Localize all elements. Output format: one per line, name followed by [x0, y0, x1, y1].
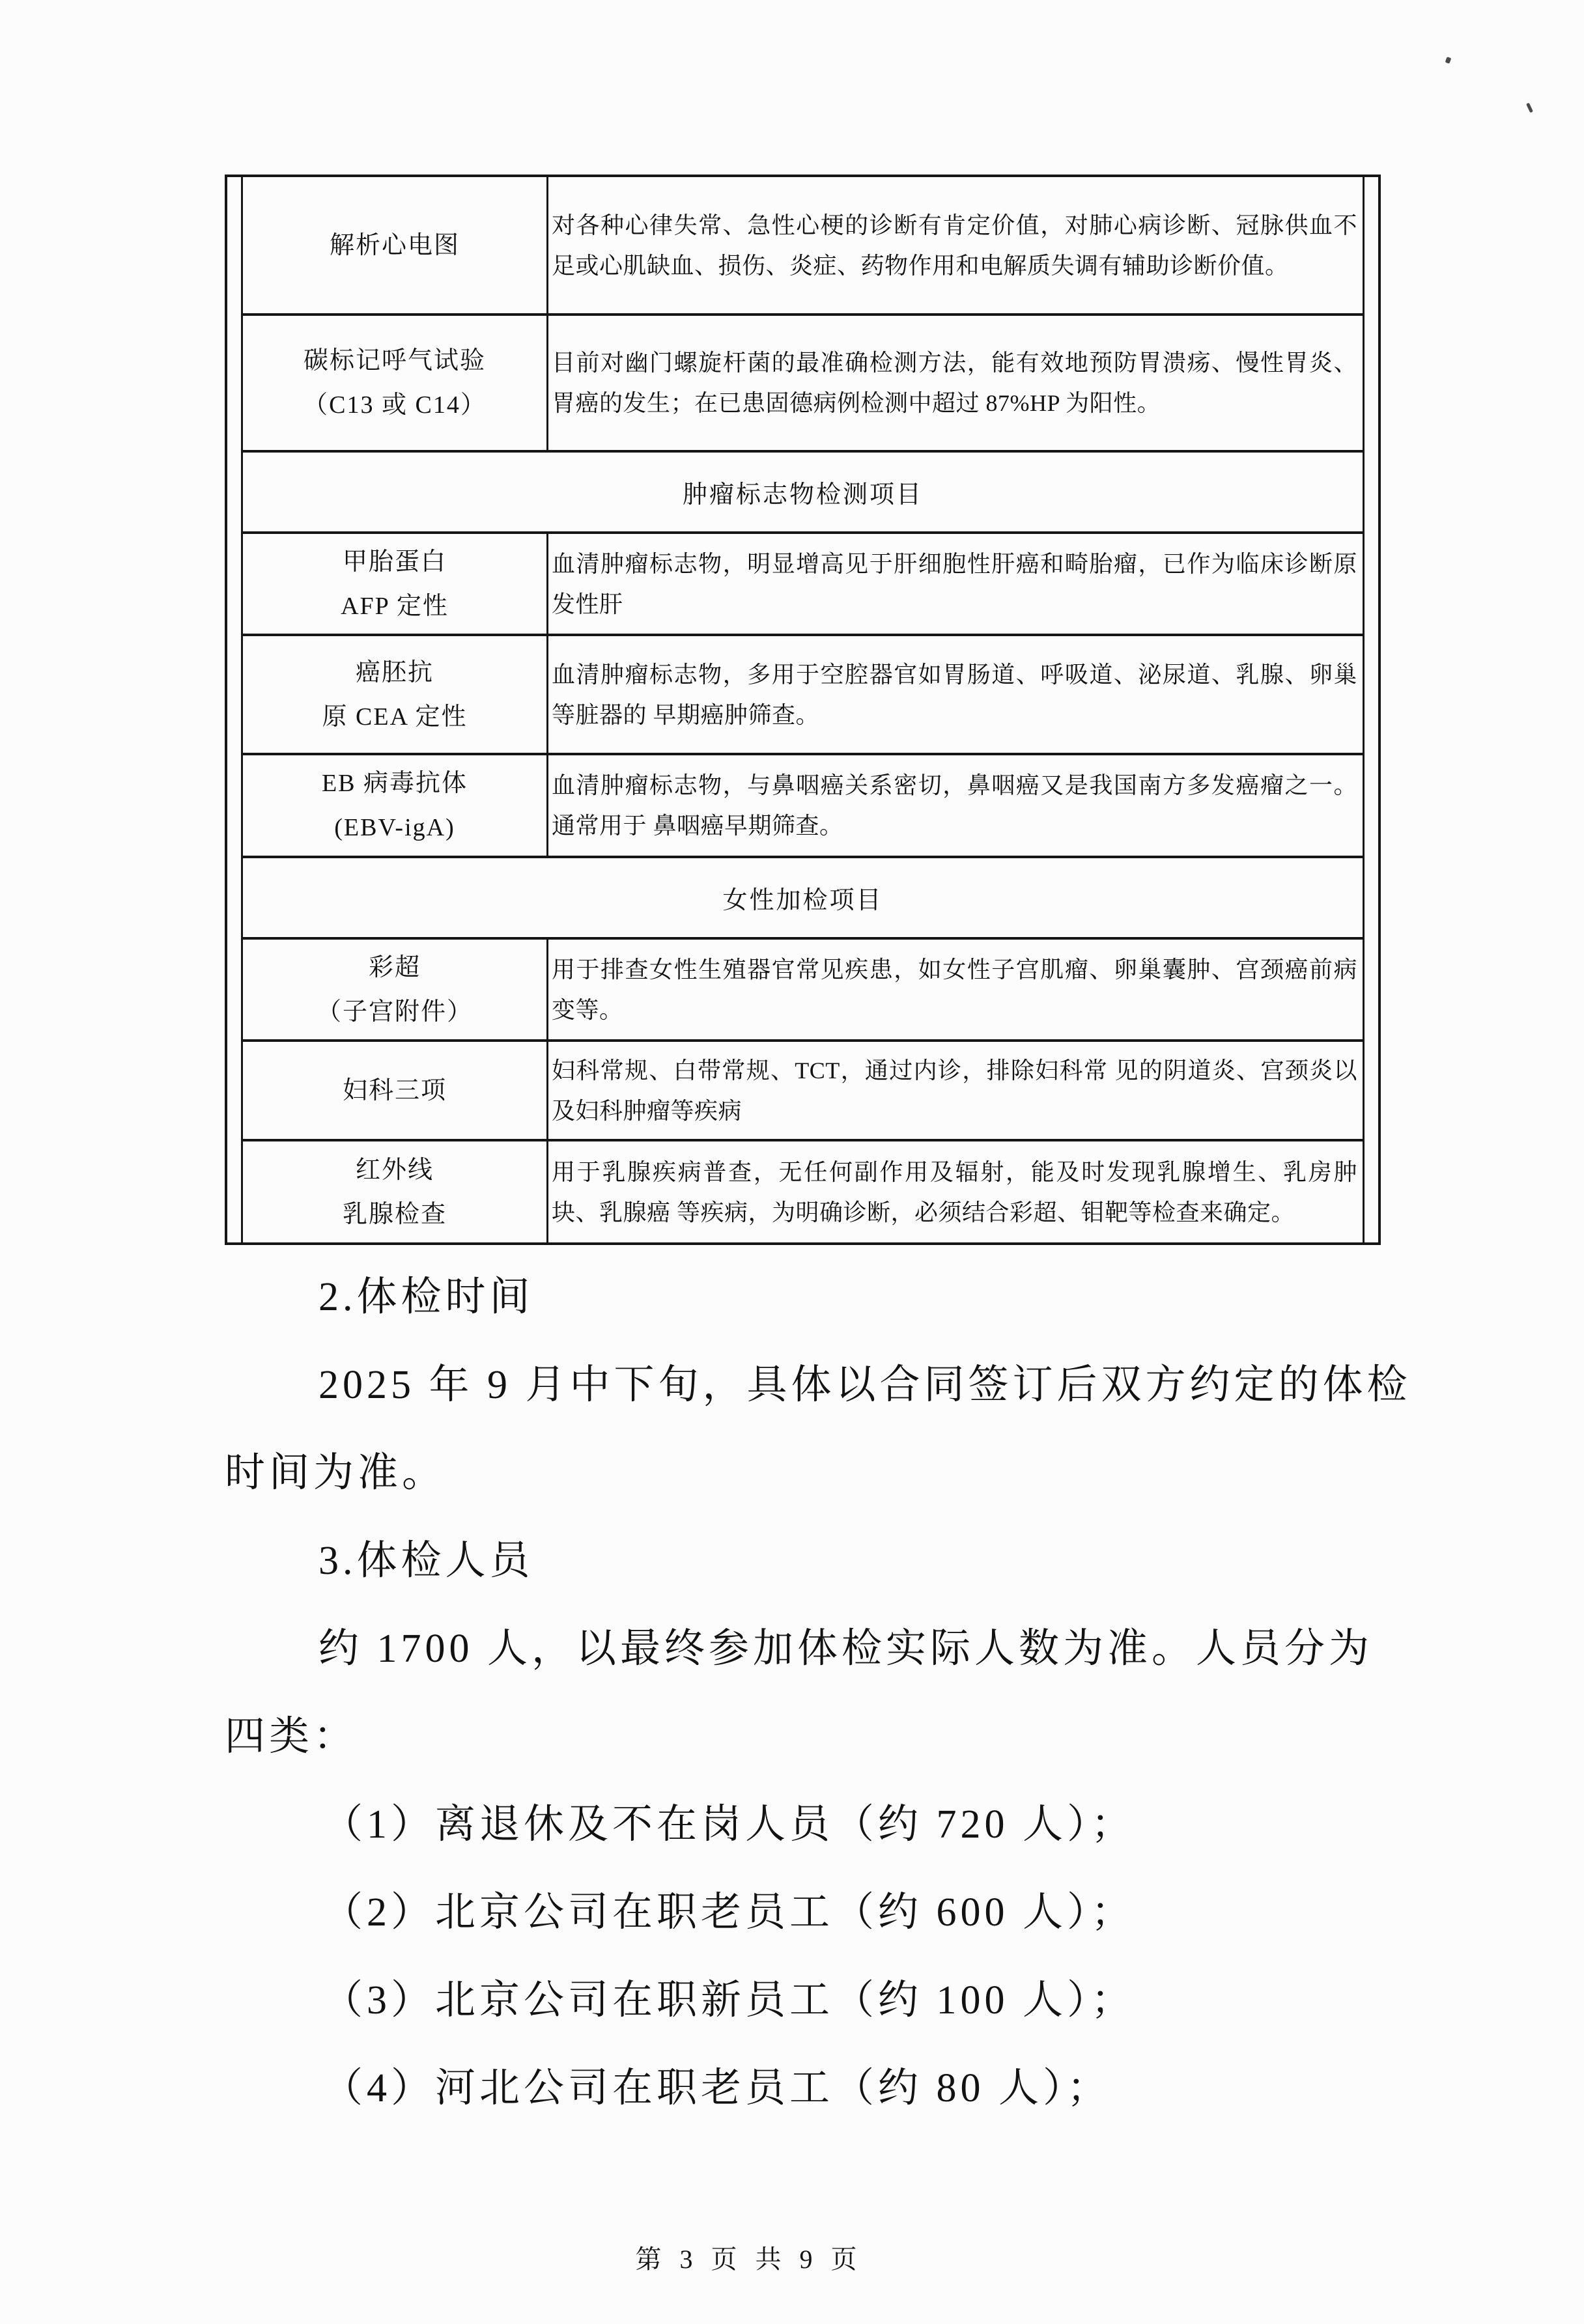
item-desc: 血清肿瘤标志物，与鼻咽癌关系密切，鼻咽癌又是我国南方多发癌瘤之一。通常用于 鼻咽癌早期筛查。 — [552, 772, 1357, 839]
item-name-cell — [243, 1141, 548, 1242]
item-name: 碳标记呼气试验 — [303, 347, 486, 374]
list-item-1: （1）离退休及不在岗人员（约 720 人）； — [322, 1802, 1136, 1847]
item-name-cell — [243, 940, 548, 1039]
item-desc-cell — [548, 636, 1363, 753]
table-row — [243, 940, 1363, 1042]
table-row — [243, 1141, 1363, 1242]
paragraph-line: 时间为准。 — [225, 1451, 447, 1495]
list-item-4: （4）河北公司在职老员工（约 80 人）； — [322, 2066, 1112, 2110]
item-name-line2: 乳腺检查 — [342, 1200, 447, 1228]
item-name: EB 病毒抗体 — [321, 770, 468, 797]
scan-speck — [1445, 57, 1452, 64]
item-desc-cell — [548, 940, 1363, 1039]
item-name: 甲胎蛋白 — [342, 548, 447, 576]
table-row — [243, 316, 1363, 453]
item-desc: 血清肿瘤标志物，明显增高见于肝细胞性肝癌和畸胎瘤，已作为临床诊断原发性肝 — [552, 550, 1357, 617]
item-name-cell — [243, 316, 548, 450]
item-name: 妇科三项 — [342, 1076, 447, 1104]
item-name: 解析心电图 — [329, 231, 460, 259]
item-desc: 妇科常规、白带常规、TCT，通过内诊，排除妇科常 见的阴道炎、宫颈炎以及妇科肿瘤等疾病 — [552, 1057, 1357, 1124]
item-desc: 对各种心律失常、急性心梗的诊断有肯定价值，对肺心病诊断、冠脉供血不足或心肌缺血、损伤、炎症、药物作用和电解质失调有辅助诊断价值。 — [552, 212, 1357, 279]
item-name-line2: AFP 定性 — [341, 592, 449, 620]
heading-exam-time: 2.体检时间 — [318, 1275, 534, 1319]
item-name: 红外线 — [355, 1156, 434, 1184]
section-header: 肿瘤标志物检测项目 — [682, 481, 923, 509]
item-name-line2: （C13 或 C14） — [303, 391, 487, 419]
item-desc-cell — [548, 316, 1363, 450]
item-desc: 血清肿瘤标志物，多用于空腔器官如胃肠道、呼吸道、泌尿道、乳腺、卵巢等脏器的 早期癌肿筛查。 — [552, 661, 1357, 728]
item-name-cell — [243, 636, 548, 753]
item-desc-cell — [548, 1042, 1363, 1139]
scan-speck — [1526, 103, 1533, 113]
page-footer: 第 3 页 共 9 页 — [635, 2245, 863, 2274]
paragraph-line: 约 1700 人，以最终参加体检实际人数为准。人员分为 — [318, 1627, 1374, 1671]
item-name-cell — [243, 534, 548, 634]
item-name-cell — [243, 177, 548, 313]
item-name: 彩超 — [368, 953, 421, 981]
table-section-row — [243, 858, 1363, 940]
item-desc-cell — [548, 534, 1363, 634]
body-text — [225, 1249, 1411, 2128]
heading-exam-personnel: 3.体检人员 — [318, 1539, 534, 1583]
item-desc: 目前对幽门螺旋杆菌的最准确检测方法，能有效地预防胃溃疡、慢性胃炎、胃癌的发生；在已患固德病例检测中超过 87%HP 为阳性。 — [552, 350, 1357, 416]
item-desc-cell — [548, 1141, 1363, 1242]
table-row — [243, 177, 1363, 316]
item-desc-cell — [548, 755, 1363, 856]
exam-items-table — [225, 175, 1381, 1245]
item-name: 癌胚抗 — [355, 658, 434, 686]
item-name-line2: (EBV-igA) — [334, 814, 455, 841]
list-item-3: （3）北京公司在职新员工（约 100 人）； — [322, 1978, 1136, 2023]
table-row — [243, 636, 1363, 755]
item-desc-cell — [548, 177, 1363, 313]
item-name-cell — [243, 1042, 548, 1139]
item-desc: 用于排查女性生殖器官常见疾患，如女性子宫肌瘤、卵巢囊肿、宫颈癌前病变等。 — [552, 956, 1357, 1023]
paragraph-line: 四类： — [225, 1715, 358, 1759]
table-section-row — [243, 453, 1363, 534]
item-name-cell — [243, 755, 548, 856]
item-desc: 用于乳腺疾病普查，无任何副作用及辐射，能及时发现乳腺增生、乳房肿块、乳腺癌 等疾病，为明确诊断，必须结合彩超、钼靶等检查来确定。 — [552, 1158, 1357, 1225]
item-name-line2: （子宫附件） — [316, 998, 473, 1026]
table-row — [243, 755, 1363, 858]
table-row — [243, 534, 1363, 636]
list-item-2: （2）北京公司在职老员工（约 600 人）； — [322, 1890, 1136, 1935]
paragraph-line: 2025 年 9 月中下旬，具体以合同签订后双方约定的体检 — [318, 1363, 1411, 1407]
section-header: 女性加检项目 — [722, 887, 883, 914]
item-name-line2: 原 CEA 定性 — [322, 703, 468, 731]
exam-items-table-inner — [241, 177, 1365, 1242]
table-row — [243, 1042, 1363, 1141]
